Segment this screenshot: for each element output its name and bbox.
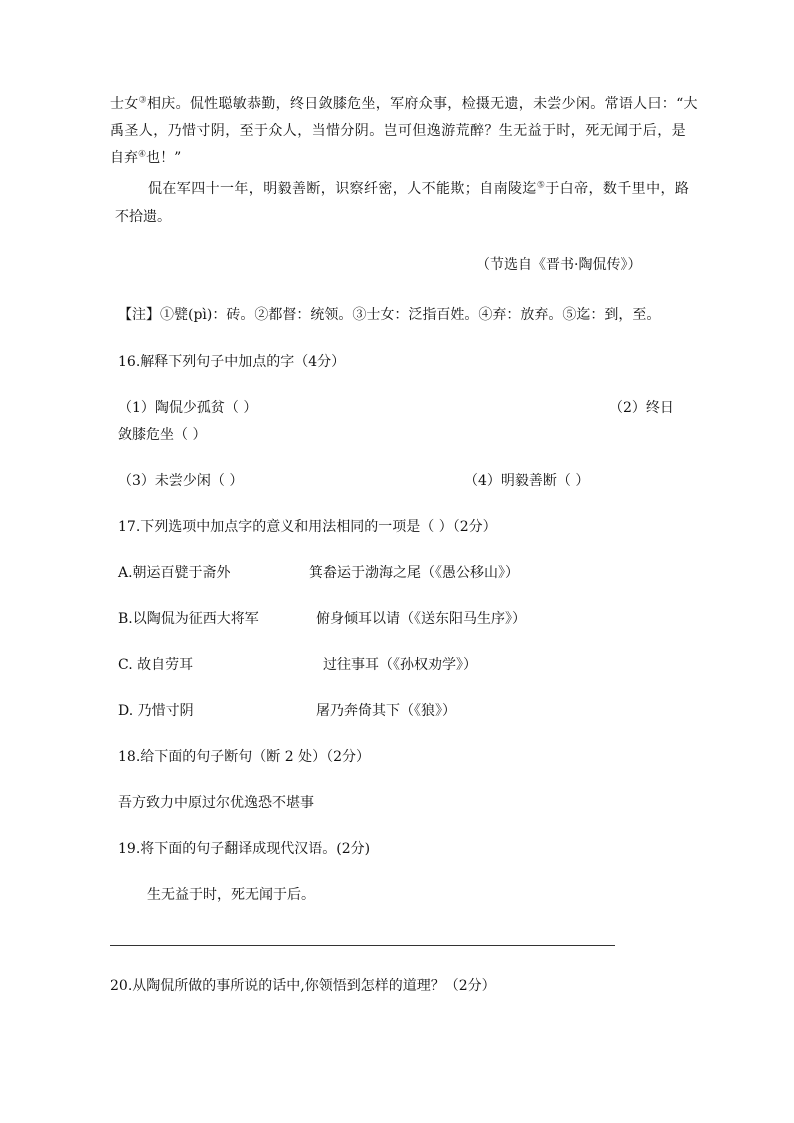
- passage-text: 于白帝，数千里中，路: [545, 181, 690, 197]
- answer-line[interactable]: [110, 945, 615, 946]
- question-17-option-a: A.朝运百甓于斋外: [118, 565, 231, 581]
- passage-line-2: 禹圣人，乃惜寸阴，至于众人，当惜分阴。岂可但逸游荒醉？生无益于时，死无闻于后，是: [110, 123, 686, 139]
- passage-text: 士女: [110, 96, 139, 112]
- footnote-marker: ④: [138, 149, 147, 160]
- question-17-option-b: B.以陶侃为征西大将军: [118, 611, 259, 627]
- passage-text: 相庆。侃性聪敏恭勤，终日敛膝危坐，军府众事，检摄无遗，未尝少闲。常语人曰：“大: [146, 96, 698, 112]
- question-16-item-3: （3）未尝少闲（ ）: [118, 473, 244, 489]
- question-19-sentence: 生无益于时，死无闻于后。: [147, 887, 315, 903]
- question-16-stem: 16.解释下列句子中加点的字（4分）: [118, 354, 346, 370]
- passage-line-3: [110, 149, 181, 167]
- question-17-option-b-reference: 俯身倾耳以请（《送东阳马生序》）: [316, 611, 526, 627]
- question-18-sentence: 吾方致力中原过尔优逸恐不堪事: [118, 795, 314, 811]
- footnote-marker: ③: [138, 95, 147, 106]
- question-16-item-1: （1）陶侃少孤贫（ ）: [118, 400, 258, 416]
- passage-text: 也！”: [146, 150, 182, 166]
- question-16-item-4: （4）明毅善断（ ）: [464, 473, 590, 489]
- question-16-item-2-text: 敛膝危坐（ ）: [118, 427, 207, 443]
- source-citation: （节选自《晋书·陶侃传》）: [476, 257, 642, 273]
- passage-line-5: 不拾遗。: [115, 209, 171, 225]
- question-17-option-c-reference: 过往事耳（《孙权劝学》）: [323, 657, 477, 673]
- question-17-option-d-reference: 屠乃奔倚其下（《狼》）: [316, 703, 456, 719]
- question-17-option-c: C. 故自劳耳: [118, 657, 194, 673]
- question-18-stem: 18.给下面的句子断句（断 2 处）（2分）: [118, 749, 370, 765]
- passage-line-1: [110, 95, 698, 113]
- question-16-item-2-number: （2）终日: [609, 400, 674, 416]
- passage-line-4: [148, 180, 689, 198]
- passage-text: 侃在军四十一年，明毅善断，识察纤密，人不能欺；自南陵迄: [148, 181, 537, 197]
- question-17-option-a-reference: 箕畚运于渤海之尾（《愚公移山》）: [309, 565, 519, 581]
- question-17-option-d: D. 乃惜寸阴: [118, 703, 194, 719]
- question-17-stem: 17.下列选项中加点字的意义和用法相同的一项是（ ）（2分）: [118, 519, 497, 535]
- passage-text: 自弃: [110, 150, 138, 166]
- annotation-notes: 【注】①甓(pì)：砖。②都督：统领。③士女：泛指百姓。④弃：放弃。⑤迄：到，至。: [118, 307, 661, 323]
- question-20-stem: 20.从陶侃所做的事所说的话中,你领悟到怎样的道理？（2分）: [110, 978, 496, 994]
- footnote-marker: ⑤: [536, 180, 546, 191]
- question-19-stem: 19.将下面的句子翻译成现代汉语。(2分): [118, 841, 371, 857]
